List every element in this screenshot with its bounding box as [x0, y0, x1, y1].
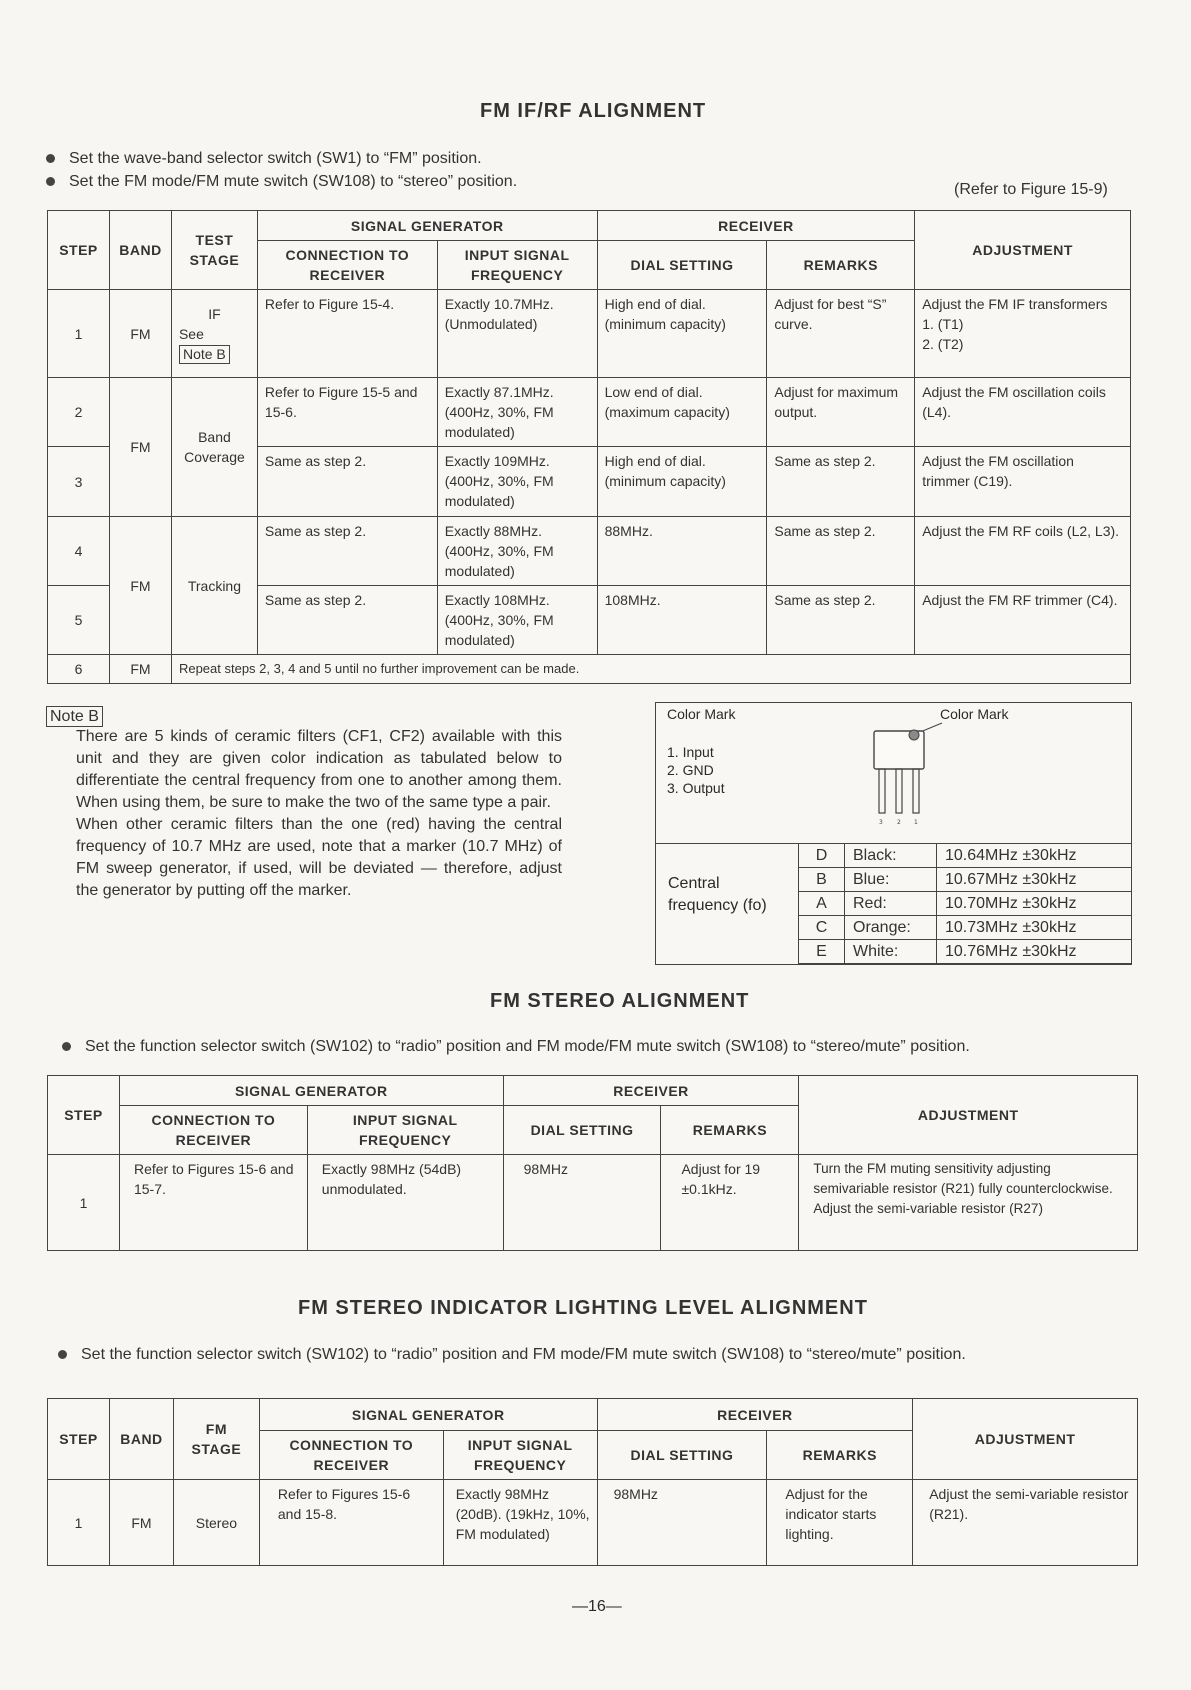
step-cell: 3: [48, 447, 110, 517]
remarks-cell: Adjust for maximum output.: [767, 378, 915, 447]
step-cell: 1: [48, 290, 110, 378]
table-row: E White: 10.76MHz ±30kHz: [799, 940, 1132, 964]
connection-cell: Refer to Figure 15-4.: [257, 290, 437, 378]
color-mark-label: Color Mark: [667, 706, 736, 722]
dial-cell: 108MHz.: [597, 586, 767, 655]
band-cell: FM: [109, 517, 171, 655]
band-cell: FM: [109, 290, 171, 378]
header-receiver: RECEIVER: [503, 1076, 799, 1106]
stage-cell: Stereo: [173, 1480, 259, 1566]
header-step: STEP: [48, 211, 110, 290]
header-connection: CONNECTION TO RECEIVER: [259, 1431, 443, 1480]
bullet-item: Set the wave-band selector switch (SW1) to “FM” position.: [46, 150, 482, 168]
adjustment-cell: Adjust the FM IF transformers 1. (T1) 2. (T2): [915, 290, 1131, 378]
table-row: [48, 655, 1131, 684]
pin-number-1: 1: [914, 819, 918, 826]
note-b-label: Note B: [46, 706, 103, 728]
note-b-ref: Note B: [179, 345, 230, 364]
input-cell: Exactly 87.1MHz. (400Hz, 30%, FM modulated): [437, 378, 597, 447]
fm-if-rf-table: [47, 210, 1131, 684]
header-adjustment: ADJUSTMENT: [913, 1399, 1138, 1480]
connection-cell: Refer to Figures 15-6 and 15-7.: [119, 1155, 307, 1251]
remarks-cell: Adjust for 19 ±0.1kHz.: [661, 1155, 799, 1251]
header-fm-stage: FM STAGE: [173, 1399, 259, 1480]
step-cell: 4: [48, 517, 110, 586]
page-number: —16—: [572, 1598, 622, 1615]
header-dial-setting: DIAL SETTING: [597, 241, 767, 290]
header-signal-generator: SIGNAL GENERATOR: [119, 1076, 503, 1106]
header-band: BAND: [109, 211, 171, 290]
connection-cell: Same as step 2.: [257, 586, 437, 655]
pin-number-3: 3: [879, 819, 883, 826]
dial-cell: Low end of dial. (maximum capacity): [597, 378, 767, 447]
ceramic-filter-icon: [866, 713, 966, 833]
table-row: [48, 1480, 1138, 1566]
dial-cell: High end of dial. (minimum capacity): [597, 290, 767, 378]
header-remarks: REMARKS: [661, 1106, 799, 1155]
header-remarks: REMARKS: [767, 1431, 913, 1480]
bullet-item: Set the function selector switch (SW102) to “radio” position and FM mode/FM mute switch (SW108) to “stereo/mute” position.: [58, 1346, 966, 1364]
input-cell: Exactly 10.7MHz. (Unmodulated): [437, 290, 597, 378]
fm-stereo-table: [47, 1075, 1138, 1251]
table-row: [48, 517, 1131, 586]
header-step: STEP: [48, 1076, 120, 1155]
bullet-item: Set the function selector switch (SW102) to “radio” position and FM mode/FM mute switch (SW108) to “stereo/mute” position.: [62, 1038, 970, 1056]
adjustment-cell: Adjust the semi-variable resistor (R21).: [913, 1480, 1138, 1566]
header-connection: CONNECTION TO RECEIVER: [257, 241, 437, 290]
header-adjustment: ADJUSTMENT: [799, 1076, 1138, 1155]
color-mark-callout: Color Mark: [940, 706, 1009, 722]
header-dial-setting: DIAL SETTING: [503, 1106, 661, 1155]
remarks-cell: Same as step 2.: [767, 447, 915, 517]
header-remarks: REMARKS: [767, 241, 915, 290]
pin-list: 1. Input 2. GND 3. Output: [667, 744, 725, 796]
table-row: [48, 290, 1131, 378]
ceramic-filter-box: [655, 702, 1132, 965]
table-row: C Orange: 10.73MHz ±30kHz: [799, 916, 1132, 940]
note-b-paragraph-2: When other ceramic filters than the one (red) having the central frequency of 10.7 MHz are used, note that a marker (10.7 MHz) of FM sweep generator, if used, will be deviated — therefore, adjust the generator by putting off the marker.: [76, 816, 562, 899]
header-signal-generator: SIGNAL GENERATOR: [257, 211, 597, 241]
step-cell: 6: [48, 655, 110, 684]
note-b-text: [76, 726, 562, 902]
connection-cell: Same as step 2.: [257, 517, 437, 586]
bullet-item: Set the FM mode/FM mute switch (SW108) to “stereo” position.: [46, 173, 517, 191]
adjustment-cell: Adjust the FM RF coils (L2, L3).: [915, 517, 1131, 586]
fm-stereo-indicator-table: [47, 1398, 1138, 1566]
table-row: [48, 1155, 1138, 1251]
band-cell: FM: [109, 655, 171, 684]
pin-number-2: 2: [897, 819, 901, 826]
connection-cell: Refer to Figure 15-5 and 15-6.: [257, 378, 437, 447]
input-cell: Exactly 98MHz (54dB) unmodulated.: [307, 1155, 503, 1251]
band-cell: FM: [109, 1480, 173, 1566]
input-cell: Exactly 108MHz. (400Hz, 30%, FM modulated): [437, 586, 597, 655]
bullet-dot-icon: [62, 1042, 71, 1051]
header-receiver: RECEIVER: [597, 211, 915, 241]
note-b-paragraph-1: There are 5 kinds of ceramic filters (CF1, CF2) available with this unit and they are given color indication as tabulated below to differentiate the central frequency from one to another among them. When using them, be sure to make the two of the same type a pair.: [76, 728, 562, 811]
adjustment-cell: Adjust the FM oscillation trimmer (C19).: [915, 447, 1131, 517]
adjustment-cell: Adjust the FM RF trimmer (C4).: [915, 586, 1131, 655]
header-input-signal: INPUT SIGNAL FREQUENCY: [437, 241, 597, 290]
step-cell: 5: [48, 586, 110, 655]
header-signal-generator: SIGNAL GENERATOR: [259, 1399, 597, 1431]
refer-figure: (Refer to Figure 15-9): [954, 181, 1108, 198]
input-cell: Exactly 109MHz. (400Hz, 30%, FM modulated): [437, 447, 597, 517]
table-row: [48, 378, 1131, 447]
header-step: STEP: [48, 1399, 110, 1480]
remarks-cell: Same as step 2.: [767, 517, 915, 586]
remarks-cell: Same as step 2.: [767, 586, 915, 655]
table-row: B Blue: 10.67MHz ±30kHz: [799, 868, 1132, 892]
section-title-fm-if-rf: FM IF/RF ALIGNMENT: [480, 100, 707, 122]
table-row: D Black: 10.64MHz ±30kHz: [799, 844, 1132, 868]
header-adjustment: ADJUSTMENT: [915, 211, 1131, 290]
step-cell: 1: [48, 1480, 110, 1566]
table-row: A Red: 10.70MHz ±30kHz: [799, 892, 1132, 916]
frequency-table: [798, 843, 1132, 964]
central-frequency-label: Central frequency (fo): [668, 875, 767, 914]
header-input-signal: INPUT SIGNAL FREQUENCY: [443, 1431, 597, 1480]
header-connection: CONNECTION TO RECEIVER: [119, 1106, 307, 1155]
header-test-stage: TEST STAGE: [171, 211, 257, 290]
stage-cell: Tracking: [171, 517, 257, 655]
step-cell: 2: [48, 378, 110, 447]
remarks-cell: Adjust for the indicator starts lighting.: [767, 1480, 913, 1566]
header-dial-setting: DIAL SETTING: [597, 1431, 767, 1480]
connection-cell: Refer to Figures 15-6 and 15-8.: [259, 1480, 443, 1566]
section-title-indicator: FM STEREO INDICATOR LIGHTING LEVEL ALIGNMENT: [298, 1297, 868, 1319]
adjustment-cell: Adjust the FM oscillation coils (L4).: [915, 378, 1131, 447]
stage-cell: IF See Note B: [171, 290, 257, 378]
adjustment-cell: Turn the FM muting sensitivity adjusting semivariable resistor (R21) fully counterclockwise. Adjust the semi-variable resistor (R27): [799, 1155, 1138, 1251]
bullet-dot-icon: [46, 177, 55, 186]
input-cell: Exactly 88MHz. (400Hz, 30%, FM modulated): [437, 517, 597, 586]
dial-cell: 98MHz: [597, 1480, 767, 1566]
step-cell: 1: [48, 1155, 120, 1251]
stage-cell: Band Coverage: [171, 378, 257, 517]
remarks-cell: Adjust for best “S” curve.: [767, 290, 915, 378]
header-band: BAND: [109, 1399, 173, 1480]
repeat-steps-cell: Repeat steps 2, 3, 4 and 5 until no further improvement can be made.: [171, 655, 1130, 684]
connection-cell: Same as step 2.: [257, 447, 437, 517]
section-title-fm-stereo: FM STEREO ALIGNMENT: [490, 990, 750, 1012]
band-cell: FM: [109, 378, 171, 517]
header-receiver: RECEIVER: [597, 1399, 913, 1431]
bullet-dot-icon: [58, 1350, 67, 1359]
dial-cell: 98MHz: [503, 1155, 661, 1251]
bullet-dot-icon: [46, 154, 55, 163]
header-input-signal: INPUT SIGNAL FREQUENCY: [307, 1106, 503, 1155]
dial-cell: High end of dial. (minimum capacity): [597, 447, 767, 517]
input-cell: Exactly 98MHz (20dB). (19kHz, 10%, FM modulated): [443, 1480, 597, 1566]
dial-cell: 88MHz.: [597, 517, 767, 586]
